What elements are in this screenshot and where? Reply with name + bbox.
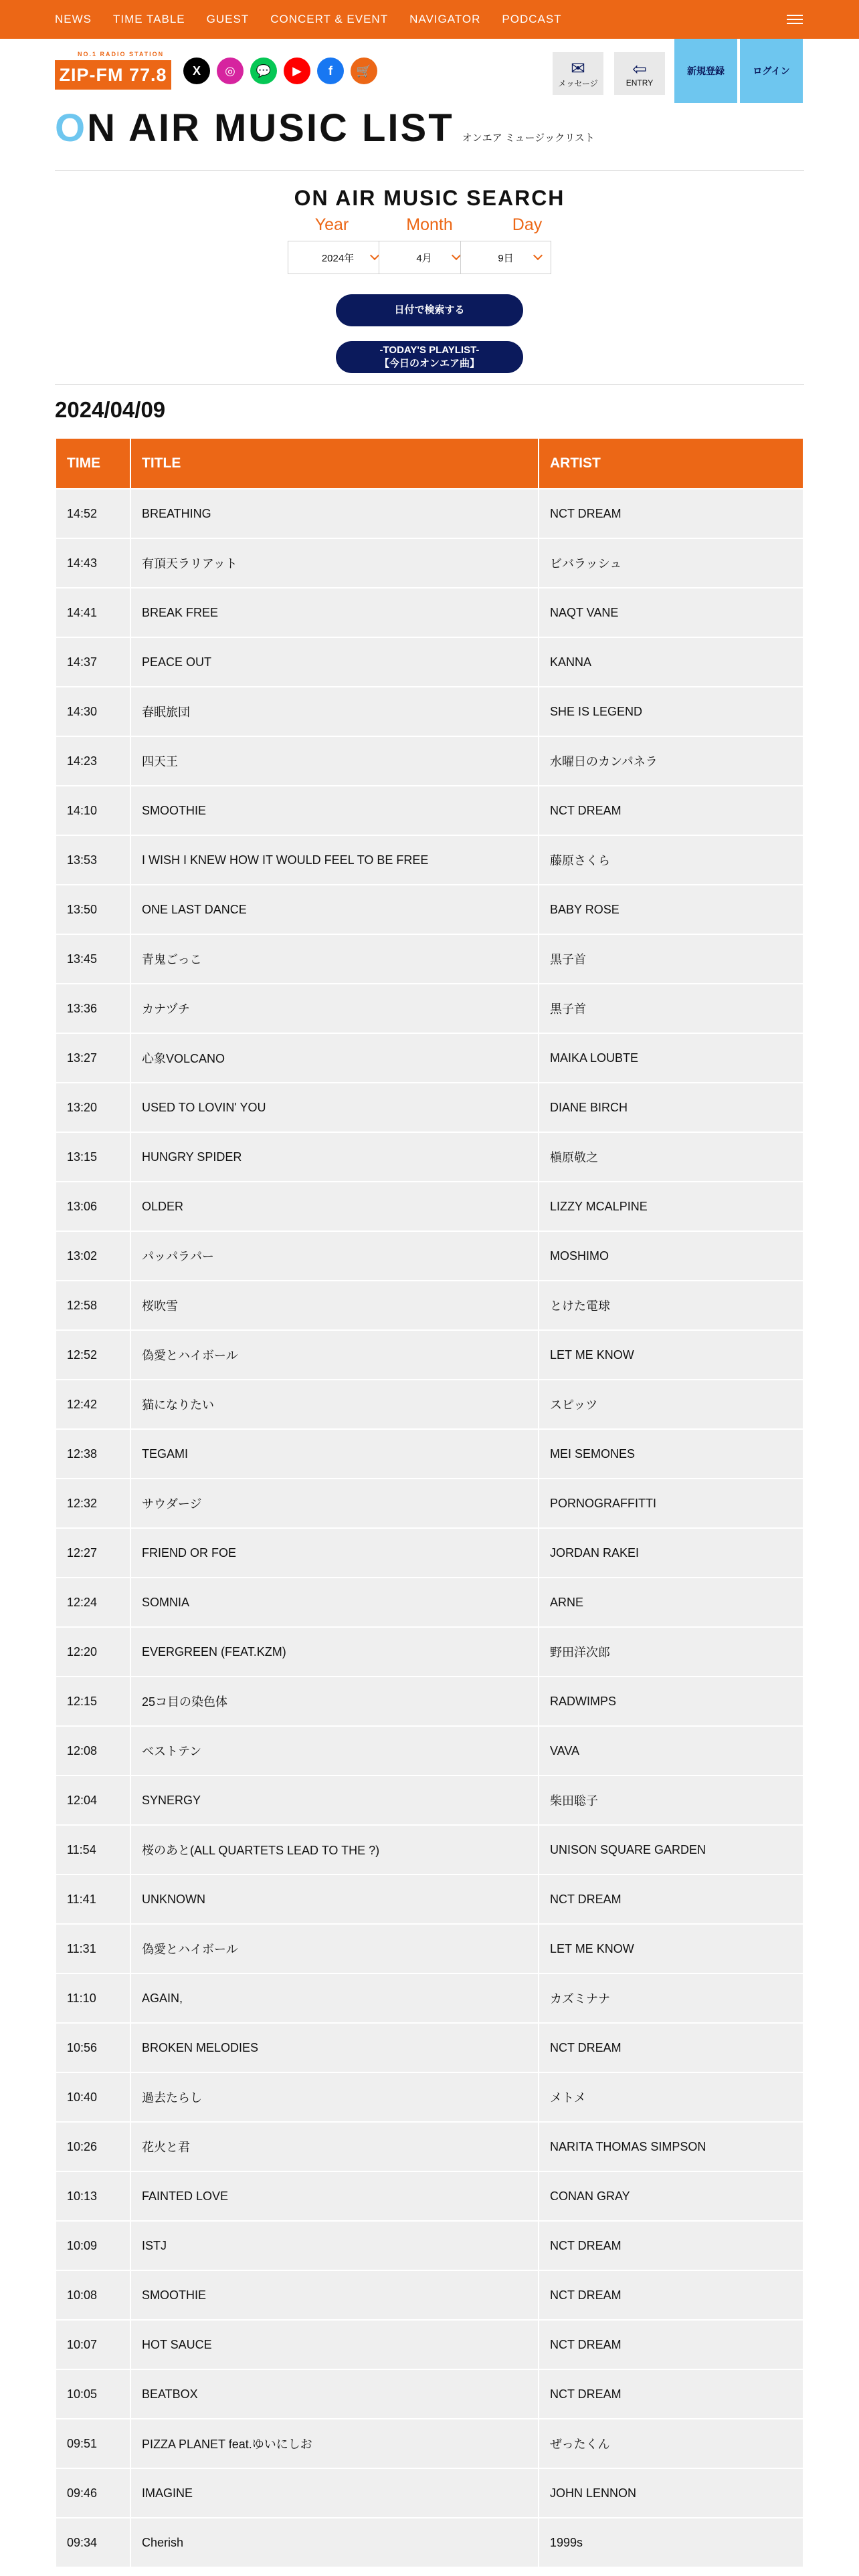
row-time: 10:56 <box>56 2024 130 2072</box>
row-title: Cherish <box>131 2518 538 2567</box>
message-button[interactable] <box>553 52 603 95</box>
table-row <box>56 2073 803 2121</box>
row-artist: 野田洋次郎 <box>539 1628 803 1676</box>
row-time: 10:09 <box>56 2222 130 2270</box>
line-icon[interactable]: 💬 <box>250 58 277 84</box>
row-time: 10:08 <box>56 2271 130 2319</box>
row-time: 13:20 <box>56 1083 130 1132</box>
table-row <box>56 1875 803 1923</box>
row-artist: PORNOGRAFFITTI <box>539 1479 803 1527</box>
row-artist: ビバラッシュ <box>539 539 803 587</box>
row-title: 猫になりたい <box>131 1380 538 1428</box>
row-time: 12:27 <box>56 1529 130 1577</box>
table-row <box>56 935 803 983</box>
row-title: HUNGRY SPIDER <box>131 1133 538 1181</box>
todays-playlist-line1: -TODAY'S PLAYLIST- <box>379 344 480 356</box>
row-artist: LIZZY MCALPINE <box>539 1182 803 1230</box>
row-time: 10:13 <box>56 2172 130 2220</box>
row-title: 四天王 <box>131 737 538 785</box>
row-time: 11:31 <box>56 1925 130 1973</box>
envelope-icon: ✉ <box>571 58 585 78</box>
table-row <box>56 1578 803 1626</box>
table-row <box>56 2518 803 2567</box>
day-label: Day <box>512 215 543 234</box>
row-title: UNKNOWN <box>131 1875 538 1923</box>
register-button[interactable]: 新規登録 <box>674 39 737 103</box>
row-title: パッパラパー <box>131 1232 538 1280</box>
table-row <box>56 2321 803 2369</box>
row-title: 過去たらし <box>131 2073 538 2121</box>
table-row <box>56 490 803 538</box>
row-time: 09:34 <box>56 2518 130 2567</box>
row-title: OLDER <box>131 1182 538 1230</box>
nav-podcast[interactable]: PODCAST <box>502 13 562 25</box>
table-row <box>56 1727 803 1775</box>
table-row <box>56 2469 803 2517</box>
divider <box>55 170 804 171</box>
row-artist: NAQT VANE <box>539 588 803 637</box>
nav-navigator[interactable]: NAVIGATOR <box>409 13 481 25</box>
row-time: 11:54 <box>56 1826 130 1874</box>
top-nav <box>0 0 859 39</box>
row-artist: ARNE <box>539 1578 803 1626</box>
row-title: PIZZA PLANET feat.ゆいにしお <box>131 2420 538 2468</box>
row-title: 花火と君 <box>131 2123 538 2171</box>
nav-news[interactable]: NEWS <box>55 13 92 25</box>
row-artist: VAVA <box>539 1727 803 1775</box>
row-time: 14:10 <box>56 786 130 835</box>
facebook-icon[interactable]: f <box>317 58 344 84</box>
search-title: ON AIR MUSIC SEARCH <box>294 186 565 210</box>
list-date: 2024/04/09 <box>55 397 166 422</box>
row-title: SMOOTHIE <box>131 2271 538 2319</box>
row-time: 11:10 <box>56 1974 130 2022</box>
row-title: TEGAMI <box>131 1430 538 1478</box>
row-title: USED TO LOVIN' YOU <box>131 1083 538 1132</box>
row-time: 13:02 <box>56 1232 130 1280</box>
table-row <box>56 539 803 587</box>
row-artist: 黒子首 <box>539 935 803 983</box>
row-time: 11:41 <box>56 1875 130 1923</box>
table-row <box>56 1380 803 1428</box>
table-row <box>56 1331 803 1379</box>
page-subtitle: オンエア ミュージックリスト <box>462 132 595 144</box>
row-title: I WISH I KNEW HOW IT WOULD FEEL TO BE FREE <box>131 836 538 884</box>
row-artist: NCT DREAM <box>539 2222 803 2270</box>
table-row <box>56 1677 803 1725</box>
row-artist: JOHN LENNON <box>539 2469 803 2517</box>
row-time: 12:32 <box>56 1479 130 1527</box>
table-row <box>56 687 803 736</box>
row-time: 13:27 <box>56 1034 130 1082</box>
table-row <box>56 1974 803 2022</box>
auth-buttons <box>674 39 803 103</box>
row-title: 桜吹雪 <box>131 1281 538 1329</box>
row-title: 25コ目の染色体 <box>131 1677 538 1725</box>
row-time: 12:52 <box>56 1331 130 1379</box>
row-artist: NCT DREAM <box>539 2271 803 2319</box>
row-artist: UNISON SQUARE GARDEN <box>539 1826 803 1874</box>
hamburger-menu-icon[interactable] <box>787 15 803 24</box>
row-title: ISTJ <box>131 2222 538 2270</box>
entry-icon: ⇦ <box>632 59 647 79</box>
table-row <box>56 1083 803 1132</box>
row-time: 09:46 <box>56 2469 130 2517</box>
row-artist: カズミナナ <box>539 1974 803 2022</box>
table-row <box>56 885 803 934</box>
row-artist: KANNA <box>539 638 803 686</box>
row-title: SOMNIA <box>131 1578 538 1626</box>
row-title: BROKEN MELODIES <box>131 2024 538 2072</box>
site-logo[interactable] <box>55 51 171 94</box>
row-artist: 水曜日のカンパネラ <box>539 737 803 785</box>
logo-wordmark: ZIP-FM 77.8 <box>55 60 171 90</box>
nav-concert-event[interactable]: CONCERT & EVENT <box>270 13 389 25</box>
search-labels <box>0 215 859 239</box>
row-time: 10:26 <box>56 2123 130 2171</box>
row-time: 12:58 <box>56 1281 130 1329</box>
row-title: PEACE OUT <box>131 638 538 686</box>
row-time: 13:36 <box>56 984 130 1033</box>
row-artist: 槇原敬之 <box>539 1133 803 1181</box>
row-artist: NCT DREAM <box>539 490 803 538</box>
table-row <box>56 836 803 884</box>
row-time: 14:43 <box>56 539 130 587</box>
table-row <box>56 2420 803 2468</box>
chevron-down-icon <box>370 251 379 260</box>
row-artist: MOSHIMO <box>539 1232 803 1280</box>
row-time: 12:20 <box>56 1628 130 1676</box>
row-title: 桜のあと(ALL QUARTETS LEAD TO THE ?) <box>131 1826 538 1874</box>
social-links <box>183 58 377 84</box>
row-title: SMOOTHIE <box>131 786 538 835</box>
row-artist: 藤原さくら <box>539 836 803 884</box>
table-row <box>56 2271 803 2319</box>
row-artist: ぜったくん <box>539 2420 803 2468</box>
row-time: 10:05 <box>56 2370 130 2418</box>
row-title: 偽愛とハイボール <box>131 1925 538 1973</box>
youtube-icon[interactable]: ▶ <box>284 58 310 84</box>
header-icons <box>553 52 665 95</box>
row-artist: LET ME KNOW <box>539 1331 803 1379</box>
row-time: 14:37 <box>56 638 130 686</box>
row-artist: NCT DREAM <box>539 1875 803 1923</box>
table-row <box>56 2222 803 2270</box>
row-title: BREATHING <box>131 490 538 538</box>
table-row <box>56 1232 803 1280</box>
table-row <box>56 1281 803 1329</box>
row-title: HOT SAUCE <box>131 2321 538 2369</box>
table-row <box>56 1182 803 1230</box>
column-header-artist: ARTIST <box>539 439 803 488</box>
row-time: 12:42 <box>56 1380 130 1428</box>
year-select[interactable] <box>288 241 388 274</box>
table-row <box>56 1925 803 1973</box>
search-by-date-label: 日付で検索する <box>394 304 465 316</box>
month-value: 4月 <box>416 252 432 264</box>
row-title: BEATBOX <box>131 2370 538 2418</box>
row-artist: とけた電球 <box>539 1281 803 1329</box>
row-time: 13:45 <box>56 935 130 983</box>
table-row <box>56 2123 803 2171</box>
table-row <box>56 1430 803 1478</box>
row-time: 09:51 <box>56 2420 130 2468</box>
table-header-row <box>56 439 803 488</box>
table-row <box>56 2172 803 2220</box>
instagram-icon[interactable]: ◎ <box>217 58 244 84</box>
table-row <box>56 588 803 637</box>
row-time: 10:40 <box>56 2073 130 2121</box>
column-header-time: TIME <box>56 439 130 488</box>
logo-tagline: NO.1 RADIO STATION <box>78 51 165 58</box>
row-title: ONE LAST DANCE <box>131 885 538 934</box>
row-artist: NCT DREAM <box>539 2024 803 2072</box>
row-artist: NCT DREAM <box>539 2321 803 2369</box>
row-artist: BABY ROSE <box>539 885 803 934</box>
table-row <box>56 638 803 686</box>
row-artist: CONAN GRAY <box>539 2172 803 2220</box>
row-artist: RADWIMPS <box>539 1677 803 1725</box>
row-title: 有頂天ラリアット <box>131 539 538 587</box>
row-title: FRIEND OR FOE <box>131 1529 538 1577</box>
table-row <box>56 786 803 835</box>
row-title: 春眠旅団 <box>131 687 538 736</box>
row-artist: JORDAN RAKEI <box>539 1529 803 1577</box>
row-time: 12:08 <box>56 1727 130 1775</box>
entry-label: ENTRY <box>626 78 654 88</box>
row-title: 心象VOLCANO <box>131 1034 538 1082</box>
row-artist: MAIKA LOUBTE <box>539 1034 803 1082</box>
row-time: 13:53 <box>56 836 130 884</box>
row-artist: メトメ <box>539 2073 803 2121</box>
divider <box>55 384 804 385</box>
table-row <box>56 737 803 785</box>
table-row <box>56 1776 803 1824</box>
row-time: 14:23 <box>56 737 130 785</box>
table-row <box>56 1479 803 1527</box>
row-time: 13:50 <box>56 885 130 934</box>
row-title: BREAK FREE <box>131 588 538 637</box>
row-title: ベストテン <box>131 1727 538 1775</box>
row-artist: 柴田聡子 <box>539 1776 803 1824</box>
row-artist: スピッツ <box>539 1380 803 1428</box>
page-title-text: N AIR MUSIC LIST <box>87 106 454 150</box>
row-time: 14:52 <box>56 490 130 538</box>
page-title <box>55 106 595 150</box>
row-title: サウダージ <box>131 1479 538 1527</box>
row-time: 14:30 <box>56 687 130 736</box>
row-time: 12:04 <box>56 1776 130 1824</box>
todays-playlist-button[interactable] <box>336 341 523 373</box>
row-title: SYNERGY <box>131 1776 538 1824</box>
table-row <box>56 1628 803 1676</box>
row-artist: LET ME KNOW <box>539 1925 803 1973</box>
row-artist: DIANE BIRCH <box>539 1083 803 1132</box>
row-time: 13:06 <box>56 1182 130 1230</box>
day-select[interactable] <box>460 241 551 274</box>
row-time: 13:15 <box>56 1133 130 1181</box>
row-artist: NCT DREAM <box>539 2370 803 2418</box>
year-label: Year <box>314 215 349 234</box>
row-time: 12:38 <box>56 1430 130 1478</box>
row-artist: NCT DREAM <box>539 786 803 835</box>
row-artist: 1999s <box>539 2518 803 2567</box>
row-title: AGAIN, <box>131 1974 538 2022</box>
cart-icon[interactable]: 🛒 <box>351 58 377 84</box>
row-title: EVERGREEN (FEAT.KZM) <box>131 1628 538 1676</box>
table-row <box>56 984 803 1033</box>
chevron-down-icon <box>533 251 543 260</box>
table-row <box>56 2370 803 2418</box>
table-row <box>56 2024 803 2072</box>
row-time: 12:15 <box>56 1677 130 1725</box>
row-time: 10:07 <box>56 2321 130 2369</box>
row-time: 14:41 <box>56 588 130 637</box>
row-title: IMAGINE <box>131 2469 538 2517</box>
entry-button[interactable] <box>614 52 665 95</box>
row-artist: NARITA THOMAS SIMPSON <box>539 2123 803 2171</box>
month-label: Month <box>406 215 453 234</box>
nav-time-table[interactable]: TIME TABLE <box>113 13 185 25</box>
message-label: メッセージ <box>558 78 598 88</box>
row-title: FAINTED LOVE <box>131 2172 538 2220</box>
nav-guest[interactable]: GUEST <box>206 13 250 25</box>
table-row <box>56 1529 803 1577</box>
login-button[interactable]: ログイン <box>740 39 803 103</box>
table-row <box>56 1133 803 1181</box>
table-row <box>56 1826 803 1874</box>
row-artist: SHE IS LEGEND <box>539 687 803 736</box>
x-icon[interactable]: X <box>183 58 210 84</box>
row-title: 青鬼ごっこ <box>131 935 538 983</box>
day-value: 9日 <box>498 252 514 264</box>
date-selects <box>288 241 542 274</box>
row-time: 12:24 <box>56 1578 130 1626</box>
row-artist: MEI SEMONES <box>539 1430 803 1478</box>
column-header-title: TITLE <box>131 439 538 488</box>
chevron-down-icon <box>452 251 461 260</box>
row-artist: 黒子首 <box>539 984 803 1033</box>
month-select[interactable] <box>379 241 470 274</box>
year-value: 2024年 <box>321 252 355 264</box>
search-by-date-button[interactable] <box>336 294 523 326</box>
table-row <box>56 1034 803 1082</box>
on-air-table <box>55 437 804 2568</box>
page-title-initial: O <box>55 106 88 150</box>
row-title: カナヅチ <box>131 984 538 1033</box>
todays-playlist-line2: 【今日のオンエア曲】 <box>379 358 480 369</box>
row-title: 偽愛とハイボール <box>131 1331 538 1379</box>
